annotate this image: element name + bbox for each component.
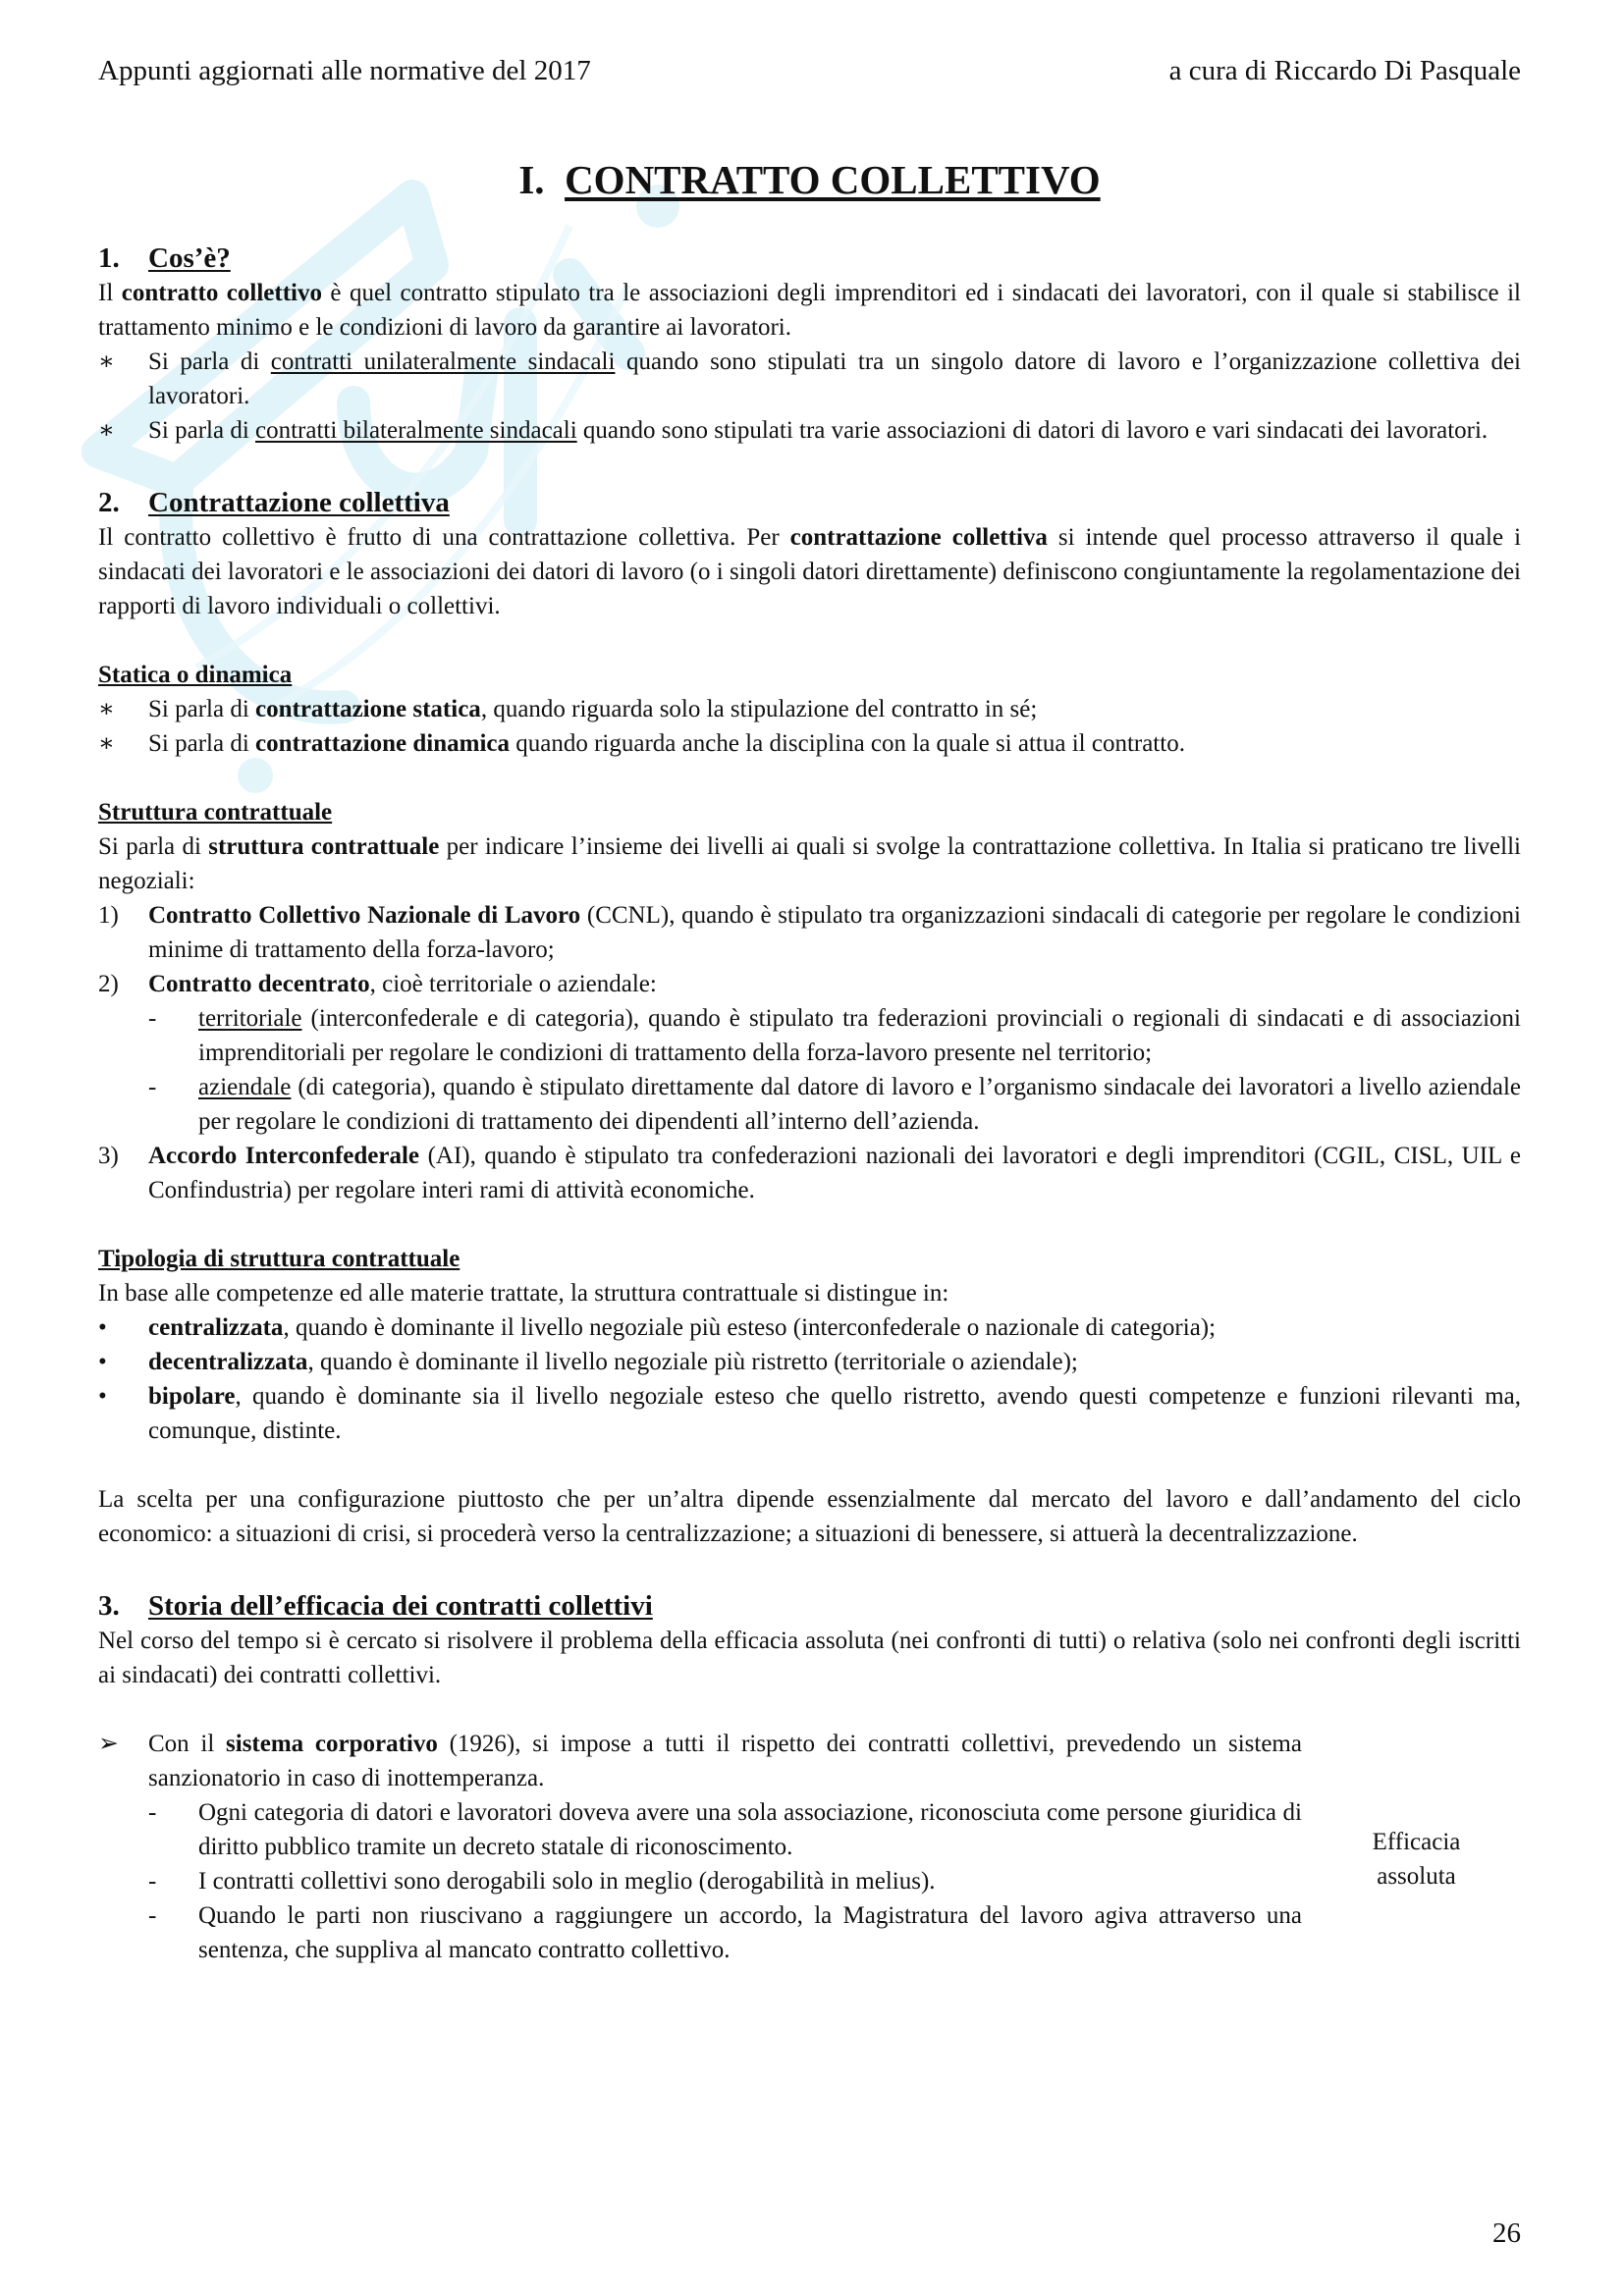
section-3-heading: 3. Storia dell’efficacia dei contratti collettivi — [98, 1590, 653, 1622]
text-run: per indicare l’insieme dei livelli ai quali si svolge la contrattazione collettiva. In Italia si praticano tre livelli negoziali: — [98, 833, 1521, 894]
text-run: (AI), quando è stipulato tra confederazioni nazionali dei lavoratori e degli imprenditori (CGIL, CISL, UIL e Confindustria) per regolare interi rami di attività economiche. — [148, 1143, 1521, 1203]
text-run: (di categoria), quando è stipulato direttamente dal datore di lavoro e l’organismo sindacale dei lavoratori a livello aziendale per regolare le condizioni di trattamento dei dipendenti all’interno dell’azienda. — [198, 1074, 1521, 1135]
underlined-term: contratti bilateralmente sindacali — [255, 417, 577, 444]
list-item — [98, 413, 1521, 448]
section-2-intro — [98, 520, 1521, 623]
dash-bullet: - — [148, 1005, 157, 1032]
bold-term: contrattazione collettiva — [789, 524, 1048, 551]
subheading-struttura: Struttura contrattuale — [98, 799, 333, 826]
bold-term: Contratto Collettivo Nazionale di Lavoro — [148, 902, 581, 929]
underlined-term: aziendale — [198, 1074, 292, 1100]
text-run: quando sono stipulati tra varie associazioni di datori di lavoro e vari sindacati dei lavoratori. — [576, 417, 1489, 444]
text-run: Si parla di — [98, 833, 209, 860]
bold-term: contratto collettivo — [121, 280, 322, 306]
side-note-line: Efficacia — [1372, 1829, 1461, 1855]
text-run: (interconfederale e di categoria), quando è stipulato tra federazioni provinciali o regionali di sindacati e di associazioni imprenditoriali per regolare le condizioni di trattamento della forza-lavoro presente nel territorio; — [198, 1005, 1521, 1066]
sub-list-item: - I contratti collettivi sono derogabili solo in meglio (derogabilità in melius). — [148, 1864, 1302, 1898]
sub-list-item — [148, 1070, 1521, 1139]
text-run: , quando riguarda solo la stipulazione del contratto in sé; — [480, 696, 1038, 722]
dash-bullet: - — [148, 1868, 157, 1895]
text-run: (1926), si impose a tutti il rispetto dei contratti collettivi, prevedendo un sistema sanzionatorio in caso di inottemperanza. — [148, 1731, 1302, 1791]
numbered-item: 1) Contratto Collettivo Nazionale di Lavoro (CCNL), quando è stipulato tra organizzazioni sindacali di categorie per regolare le condizioni minime di trattamento della forza-lavoro; — [98, 902, 1521, 963]
header-left: Appunti aggiornati alle normative del 2017 — [98, 55, 591, 86]
bold-term: sistema corporativo — [226, 1731, 438, 1757]
asterisk-bullet: ∗ — [98, 348, 115, 375]
list-item — [98, 726, 1521, 761]
document-body — [98, 152, 1521, 1967]
text-run: quando riguarda anche la disciplina con la quale si attua il contratto. — [510, 730, 1185, 757]
arrow-bullet-icon: ➢ — [98, 1731, 119, 1757]
arrow-item — [98, 1727, 1302, 1795]
numbered-item: 2) Contratto decentrato, cioè territoriale o aziendale: — [98, 971, 657, 997]
text-run: Si parla di — [148, 417, 256, 444]
page-header — [98, 51, 1521, 90]
section-1-intro — [98, 276, 1521, 345]
text-run: Il — [98, 280, 122, 306]
section-2-heading: 2. Contrattazione collettiva — [98, 487, 450, 518]
text-run: Con il — [148, 1731, 227, 1757]
section-1-heading: 1. Cos’è? — [98, 242, 231, 274]
dot-bullet: • — [98, 1349, 107, 1375]
chapter-title — [98, 152, 1521, 207]
sub-list-item: - Ogni categoria di datori e lavoratori doveva avere una sola associazione, riconosciuta come persone giuridica di diritto pubblico tramite un decreto statale di riconoscimento. — [148, 1795, 1302, 1864]
bold-term: contrattazione statica — [255, 696, 481, 722]
side-note-line: assoluta — [1377, 1863, 1456, 1890]
side-note — [1302, 1727, 1521, 1894]
list-item — [98, 1379, 1521, 1448]
sub-list-item — [148, 1001, 1521, 1070]
dot-bullet: • — [98, 1383, 107, 1410]
asterisk-bullet: ∗ — [98, 417, 115, 444]
text-run: Si parla di — [148, 730, 256, 757]
dash-bullet: - — [148, 1074, 157, 1100]
text-run: Il contratto collettivo è frutto di una contrattazione collettiva. Per — [98, 524, 790, 551]
asterisk-bullet: ∗ — [98, 696, 115, 722]
subheading-statica: Statica o dinamica — [98, 662, 293, 688]
underlined-term: contratti unilateralmente sindacali — [270, 348, 616, 375]
list-item — [98, 345, 1521, 413]
bold-term: contrattazione dinamica — [255, 730, 510, 757]
numbered-item: 3) Accordo Interconfederale (AI), quando è stipulato tra confederazioni nazionali dei lavoratori e degli imprenditori (CGIL, CISL, UIL e Confindustria) per regolare interi rami di attività economiche. — [98, 1143, 1521, 1203]
chapter-title-text: CONTRATTO COLLETTIVO — [565, 157, 1101, 202]
list-item — [98, 1345, 1521, 1379]
page-number: 26 — [1492, 2217, 1521, 2249]
text-run: Si parla di — [148, 696, 256, 722]
subheading-tipologia: Tipologia di struttura contrattuale — [98, 1246, 460, 1272]
bold-term: Accordo Interconfederale — [148, 1143, 420, 1169]
dash-bullet: - — [148, 1902, 157, 1929]
corporativo-block — [98, 1727, 1521, 1967]
text-run: , quando è dominante il livello negoziale più esteso (interconfederale o nazionale di categoria); — [283, 1314, 1217, 1341]
dash-bullet: - — [148, 1799, 157, 1826]
text-run: , cioè territoriale o aziendale: — [369, 971, 657, 997]
bold-term: decentralizzata — [148, 1349, 308, 1375]
text-run: si intende quel processo attraverso il quale i sindacati dei lavoratori e le associazioni dei datori di lavoro (o i singoli datori direttamente) definiscono congiuntamente la regolamentazione dei rapporti di lavoro individuali o collettivi. — [98, 524, 1522, 619]
bold-term: centralizzata — [148, 1314, 284, 1341]
text-run: Si parla di — [148, 348, 271, 375]
list-item — [98, 1310, 1521, 1345]
bold-term: bipolare — [148, 1383, 236, 1410]
text-run: (CCNL), quando è stipulato tra organizzazioni sindacali di categorie per regolare le condizioni minime di trattamento della forza-lavoro; — [148, 902, 1521, 963]
asterisk-bullet: ∗ — [98, 730, 115, 757]
sub-list-item: - Quando le parti non riuscivano a raggiungere un accordo, la Magistratura del lavoro agiva attraverso una sentenza, che suppliva al mancato contratto collettivo. — [148, 1898, 1302, 1967]
section-3-intro: Nel corso del tempo si è cercato si risolvere il problema della efficacia assoluta (nei confronti di tutti) o relativa (solo nei confronti degli iscritti ai sindacati) dei contratti collettivi. — [98, 1628, 1521, 1688]
chapter-number: I. — [518, 157, 545, 202]
underlined-term: territoriale — [198, 1005, 302, 1032]
text-run: quando sono stipulati tra un singolo datore di lavoro e l’organizzazione collettiva dei lavoratori. — [148, 348, 1521, 409]
text-run: è quel contratto stipulato tra le associazioni degli imprenditori ed i sindacati dei lavoratori, con il quale si stabilisce il trattamento minimo e le condizioni di lavoro da garantire ai lavoratori. — [98, 280, 1521, 341]
text-run: , quando è dominante sia il livello negoziale esteso che quello ristretto, avendo questi competenze e funzioni rilevanti ma, comunque, distinte. — [148, 1383, 1521, 1444]
bold-term: Contratto decentrato — [148, 971, 370, 997]
struttura-intro — [98, 829, 1521, 898]
bold-term: struttura contrattuale — [208, 833, 440, 860]
text-run: , quando è dominante il livello negoziale più ristretto (territoriale o aziendale); — [307, 1349, 1078, 1375]
list-item — [98, 692, 1521, 726]
tipologia-intro: In base alle competenze ed alle materie trattate, la struttura contrattuale si distingue in: — [98, 1280, 949, 1307]
tipologia-closing: La scelta per una configurazione piuttosto che per un’altra dipende essenzialmente dal mercato del lavoro e dall’andamento del ciclo economico: a situazioni di crisi, si procederà verso la centralizzazione; a situazioni di benessere, si attuerà la decentralizzazione. — [98, 1486, 1521, 1547]
dot-bullet: • — [98, 1314, 107, 1341]
header-right: a cura di Riccardo Di Pasquale — [1168, 55, 1521, 86]
